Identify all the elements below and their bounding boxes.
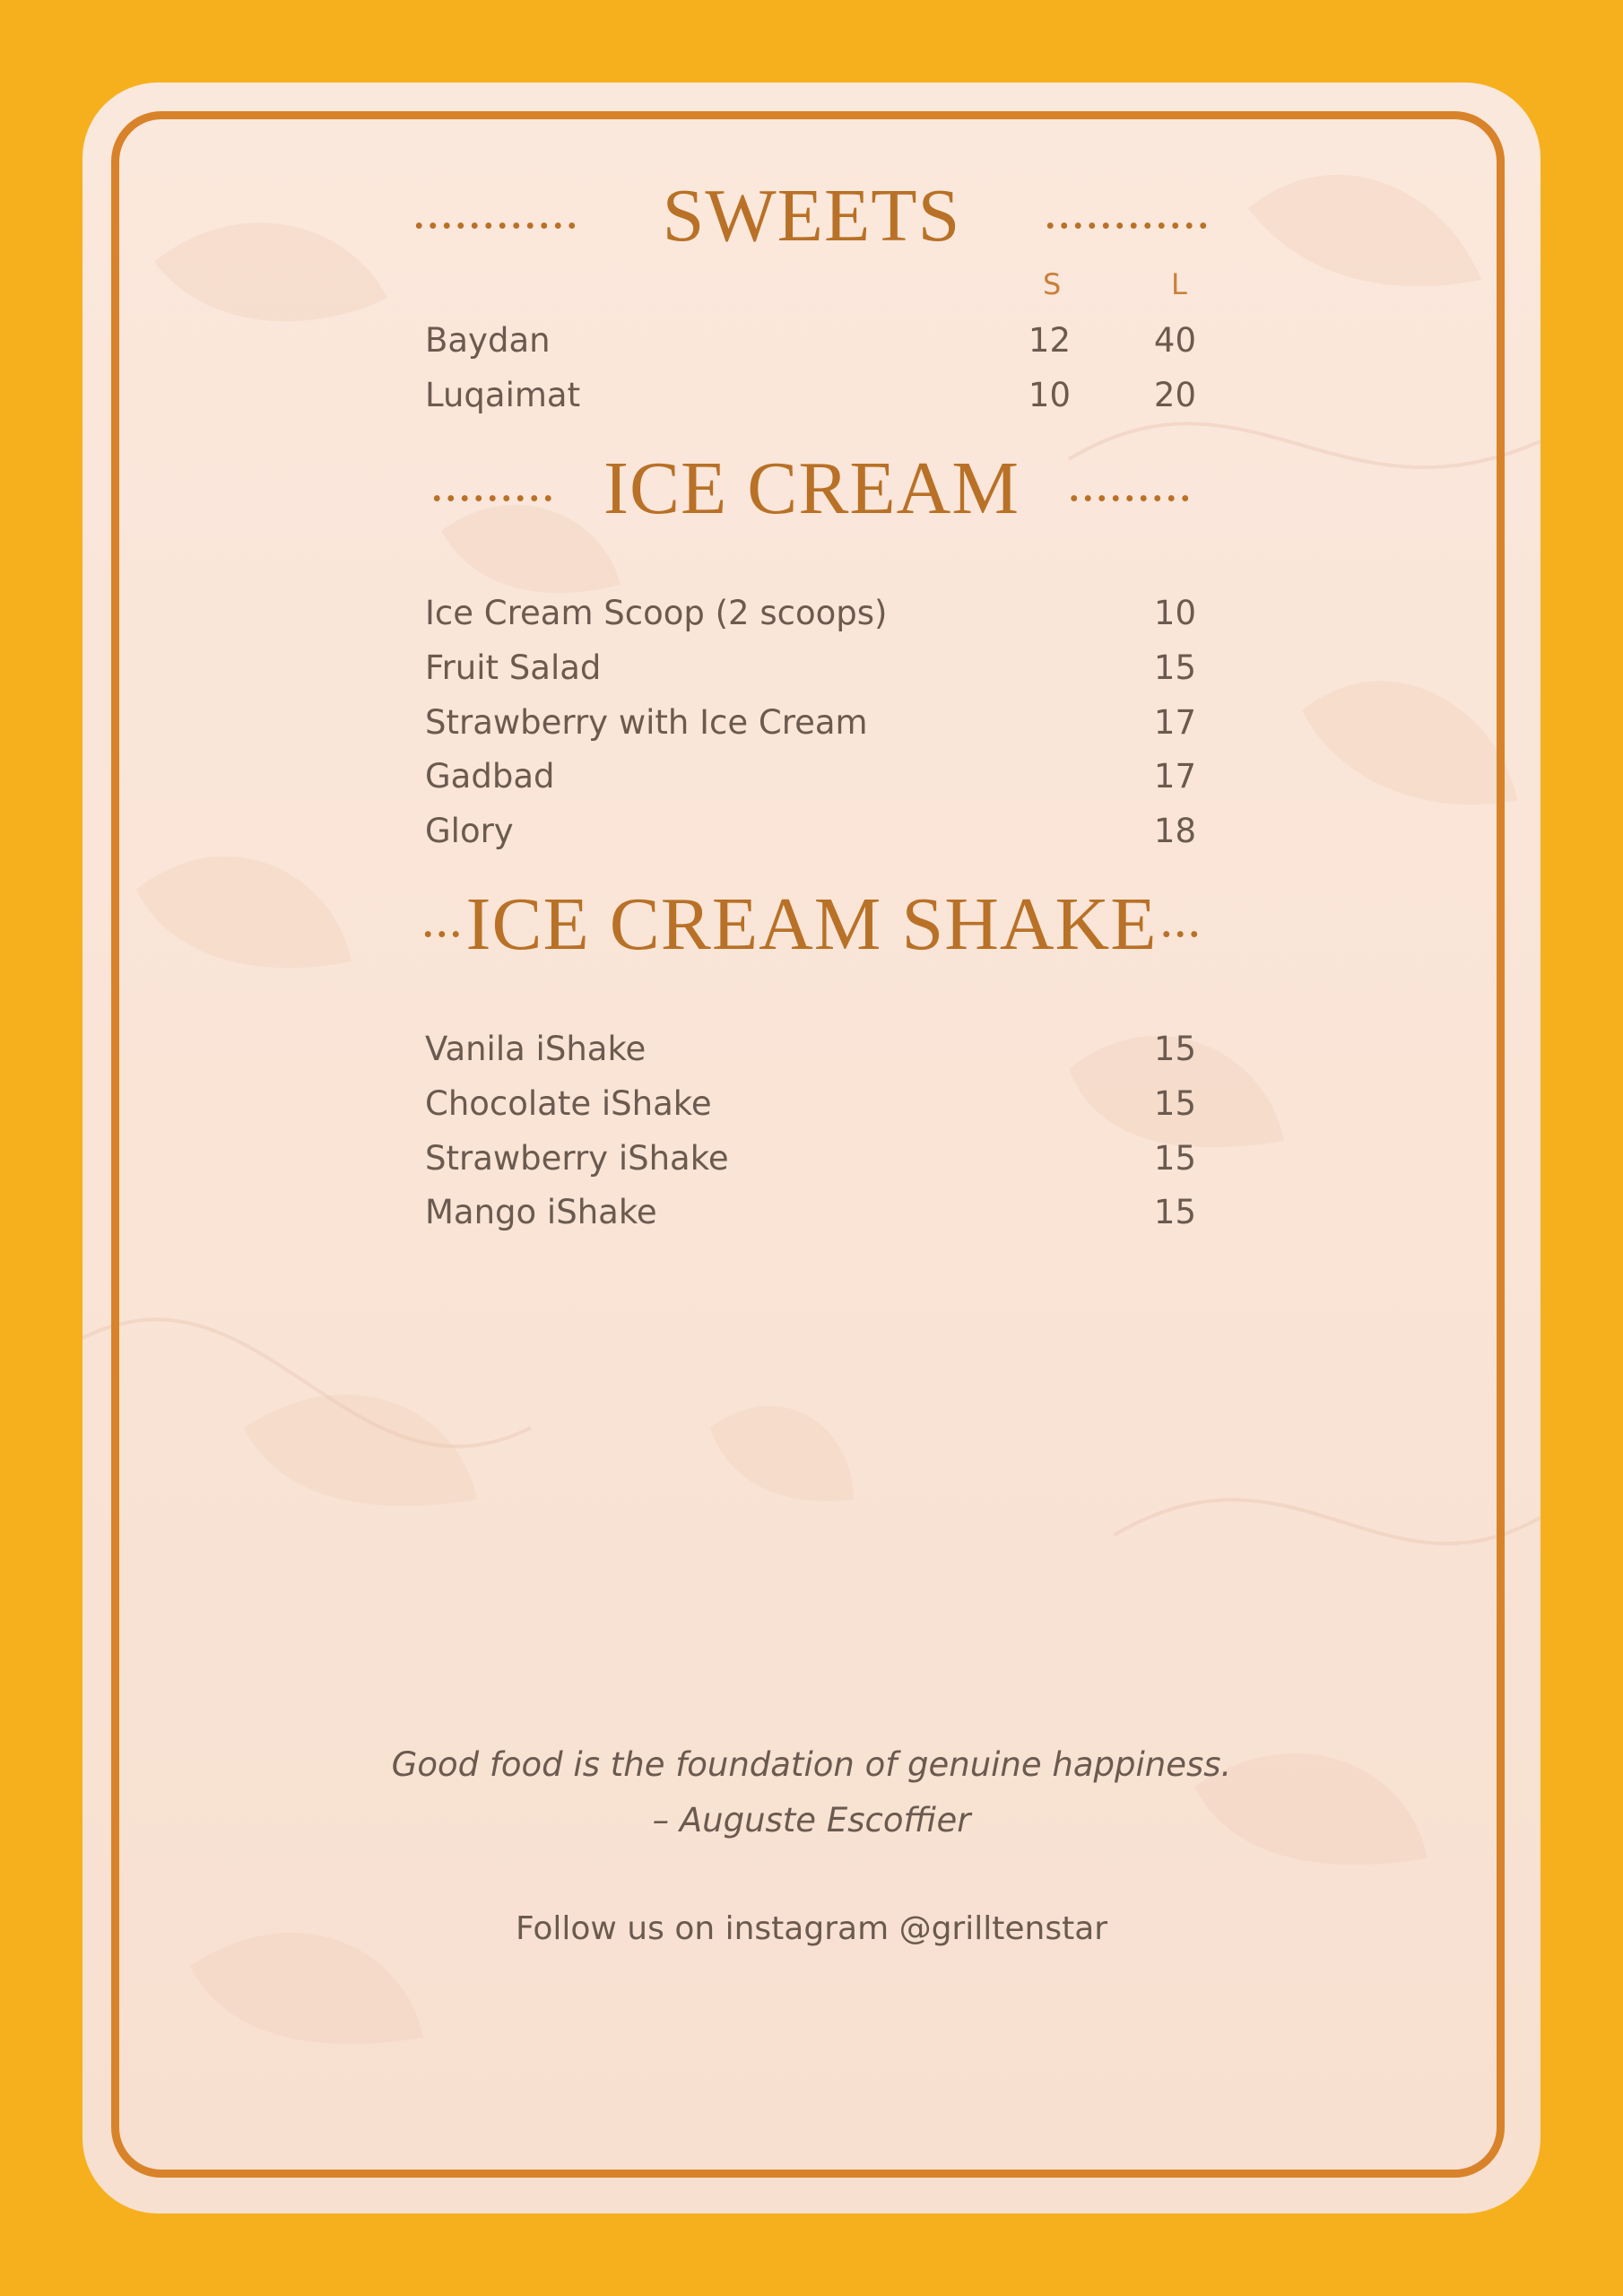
- shake-title: ICE CREAM SHAKE: [465, 883, 1158, 966]
- item-price: 15: [1153, 1193, 1196, 1231]
- menu-item: [425, 587, 1196, 640]
- menu-item: [425, 750, 1196, 804]
- column-header-small: S: [1043, 267, 1062, 301]
- item-name: Ice Cream Scoop (2 scoops): [425, 594, 888, 632]
- sweets-title: SWEETS: [662, 174, 961, 257]
- item-name: Fruit Salad: [425, 648, 602, 687]
- title-dots-left: ............: [412, 181, 579, 239]
- title-dots-right: ...: [1159, 890, 1202, 948]
- item-price: 17: [1153, 703, 1196, 742]
- item-price: 18: [1153, 812, 1196, 850]
- ice-cream-title: ICE CREAM: [603, 447, 1020, 530]
- menu-item: [425, 1132, 1196, 1186]
- section-title-shake: [421, 875, 1202, 974]
- instagram-follow-text: Follow us on instagram @grilltenstar: [515, 1910, 1108, 1947]
- item-name: Baydan: [425, 321, 551, 360]
- item-price-small: 12: [1028, 321, 1071, 360]
- item-name: Vanila iShake: [425, 1030, 647, 1068]
- section-title-sweets: [412, 167, 1211, 265]
- item-price: 15: [1153, 648, 1196, 687]
- item-name: Chocolate iShake: [425, 1084, 712, 1123]
- menu-item: [425, 314, 1196, 368]
- title-dots-right: .........: [1067, 454, 1193, 512]
- menu-item: [425, 1022, 1196, 1076]
- quote-text: Good food is the foundation of genuine happiness.: [391, 1745, 1232, 1784]
- item-name: Strawberry with Ice Cream: [425, 703, 868, 742]
- item-name: Gadbad: [425, 757, 555, 796]
- item-name: Luqaimat: [425, 376, 581, 414]
- item-name: Mango iShake: [425, 1193, 657, 1231]
- menu-item: [425, 1077, 1196, 1131]
- item-price: 10: [1153, 594, 1196, 632]
- menu-item: [425, 1186, 1196, 1239]
- menu-item: [425, 369, 1196, 422]
- item-price: 17: [1153, 757, 1196, 796]
- item-price-large: 20: [1153, 376, 1196, 414]
- title-dots-left: .........: [430, 454, 556, 512]
- menu-item: [425, 641, 1196, 695]
- menu-item: [425, 804, 1196, 858]
- item-price: 15: [1153, 1139, 1196, 1178]
- item-name: Strawberry iShake: [425, 1139, 729, 1178]
- section-title-ice-cream: [430, 439, 1193, 538]
- item-price-large: 40: [1153, 321, 1196, 360]
- item-price: 15: [1153, 1030, 1196, 1068]
- item-price: 15: [1153, 1084, 1196, 1123]
- quote-author: – Auguste Escoffier: [652, 1801, 971, 1839]
- title-dots-left: ...: [421, 890, 464, 948]
- column-header-large: L: [1171, 267, 1187, 301]
- item-name: Glory: [425, 812, 514, 850]
- item-price-small: 10: [1028, 376, 1071, 414]
- title-dots-right: ............: [1044, 181, 1211, 239]
- menu-item: [425, 696, 1196, 750]
